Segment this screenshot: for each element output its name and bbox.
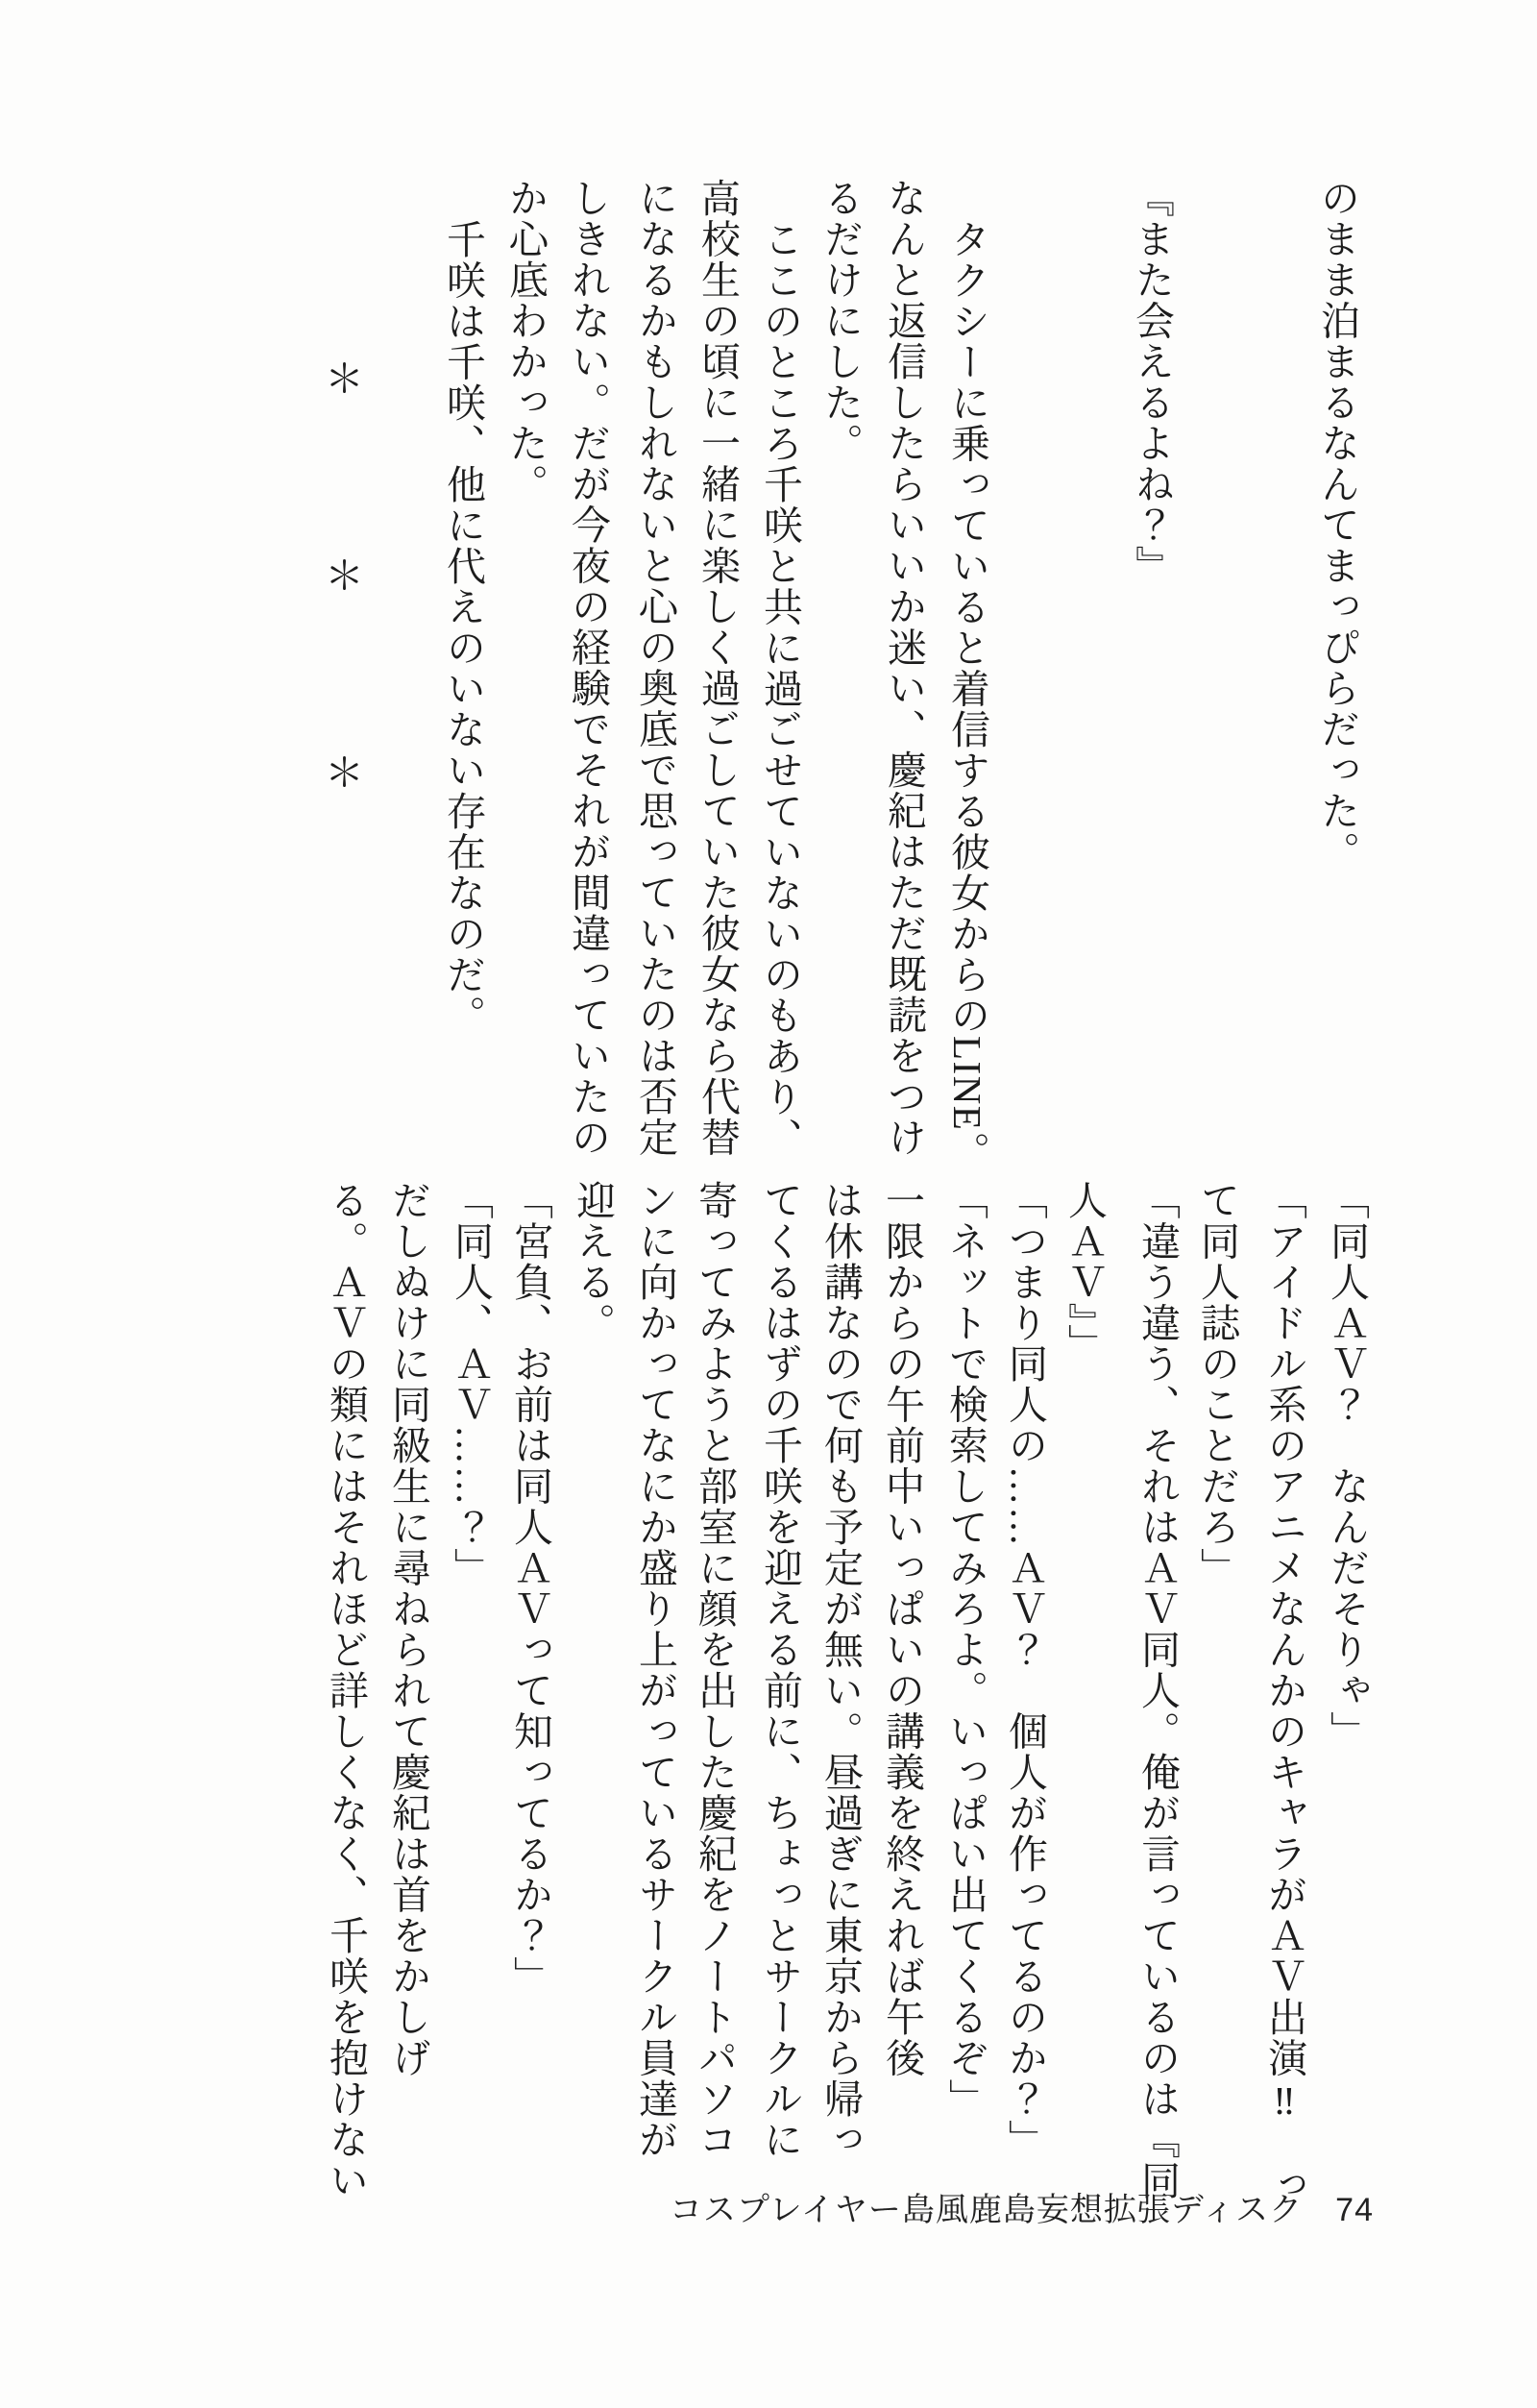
text-column: ンに向かってなにか盛り上がっているサークル員達が bbox=[633, 1180, 677, 2160]
text-column: 「同人、ＡＶ……？」 bbox=[449, 1180, 493, 1588]
page-footer bbox=[670, 2183, 1374, 2230]
text-column: るだけにした。 bbox=[818, 178, 863, 464]
text-column: 「つまり同人の……ＡＶ？ 個人が作ってるのか？」 bbox=[1003, 1180, 1047, 2160]
text-column: 人ＡＶ』」 bbox=[1062, 1180, 1107, 1364]
text-column: る。ＡＶの類にはそれほど詳しくなく、千咲を抱けない bbox=[324, 1180, 368, 2201]
text-column: だしぬけに同級生に尋ねられて慶紀は首をかしげ bbox=[386, 1180, 430, 2078]
text-column: 「同人ＡＶ？ なんだそりゃ」 bbox=[1325, 1180, 1369, 1752]
text-column: 千咲は千咲、他に代えのいない存在なのだ。 bbox=[441, 219, 485, 1036]
text-column: 「違う違う、それはＡＶ同人。俺が言っているのは『同 bbox=[1135, 1180, 1180, 2201]
page-number: 74 bbox=[1335, 2192, 1374, 2228]
scene-break-asterisks: ＊ ＊ ＊ bbox=[319, 357, 363, 791]
text-column: しきれない。だが今夜の経験でそれが間違っていたの bbox=[566, 178, 610, 1158]
text-column: タクシーに乗っていると着信する彼女からのLINE。 bbox=[945, 219, 989, 1172]
text-column: 高校生の頃に一緒に楽しく過ごしていた彼女なら代替 bbox=[695, 178, 740, 1158]
text-column: のまま泊まるなんてまっぴらだった。 bbox=[1315, 178, 1359, 872]
text-column: になるかもしれないと心の奥底で思っていたのは否定 bbox=[633, 178, 677, 1158]
text-column: て同人誌のことだろ」 bbox=[1195, 1180, 1239, 1588]
text-column: 「ネットで検索してみろよ。いっぱい出てくるぞ」 bbox=[943, 1180, 988, 2120]
text-column-line-message: 『また会えるよね？』 bbox=[1130, 178, 1174, 586]
text-column: ここのところ千咲と共に過ごせていないのもあり、 bbox=[758, 219, 802, 1159]
text-column: 寄ってみようと部室に顔を出した慶紀をノートパソコ bbox=[693, 1180, 737, 2160]
text-column: は休講なので何も予定が無い。昼過ぎに東京から帰っ bbox=[818, 1180, 863, 2160]
text-column: 「宮負、お前は同人ＡＶって知ってるか？」 bbox=[508, 1180, 552, 1997]
text-column: 一限からの午前中いっぱいの講義を終えれば午後 bbox=[880, 1180, 924, 2078]
text-column: なんと返信したらいいか迷い、慶紀はただ既読をつけ bbox=[882, 178, 926, 1158]
text-column: てくるはずの千咲を迎える前に、ちょっとサークルに bbox=[758, 1180, 802, 2160]
footer-title: コスプレイヤー島風鹿島妄想拡張ディスク bbox=[669, 2192, 1304, 2228]
text-column: 「アイドル系のアニメなんかのキャラがＡＶ出演‼ っ bbox=[1262, 1180, 1306, 2206]
text-column: 迎える。 bbox=[571, 1180, 615, 1343]
text-column: か心底わかった。 bbox=[503, 178, 548, 504]
